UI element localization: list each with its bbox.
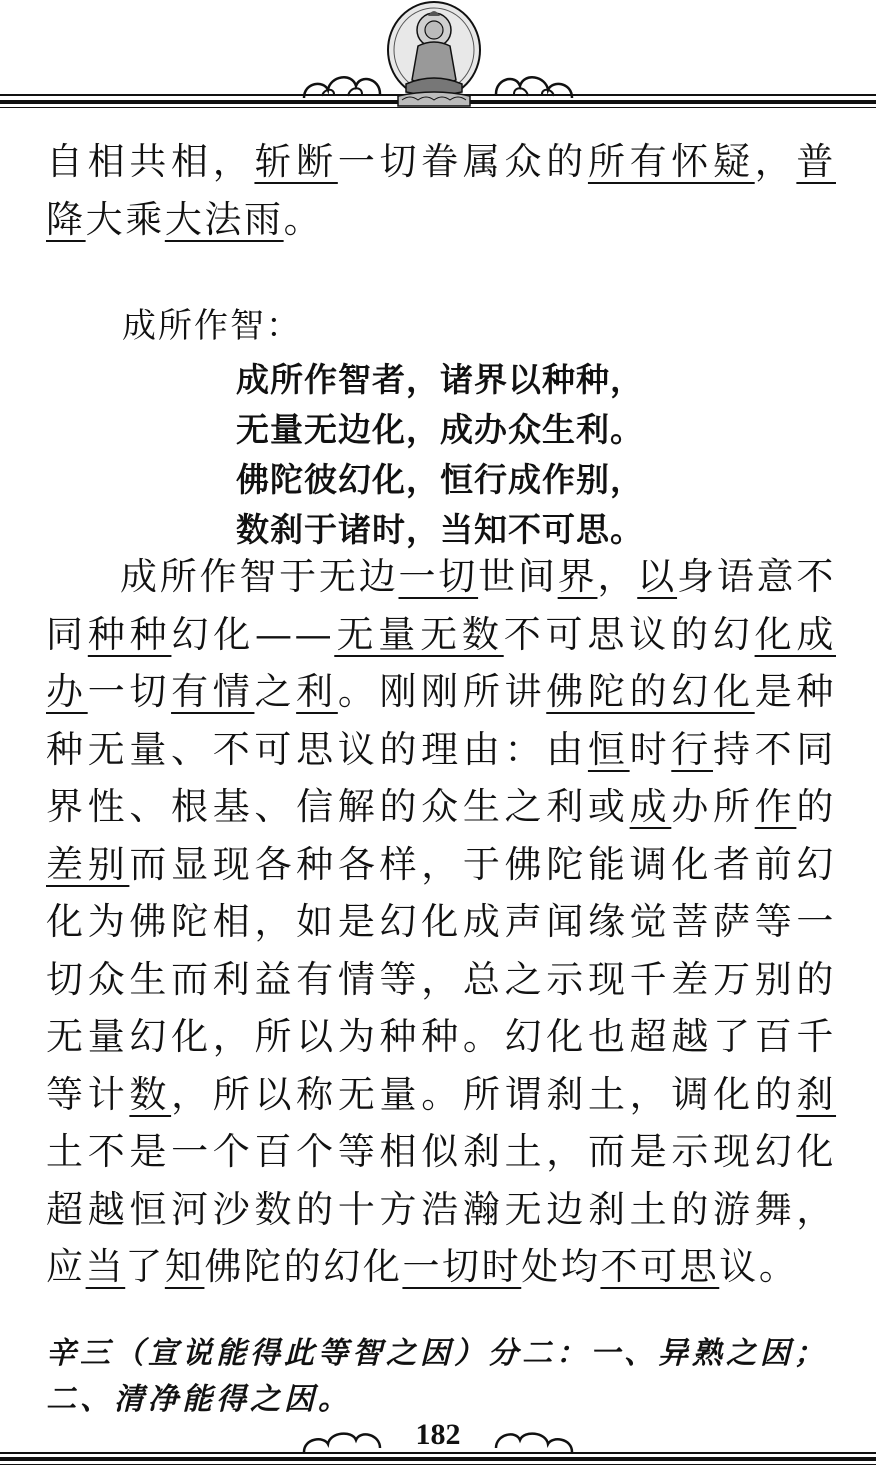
text-segment: 自相共相，	[46, 140, 255, 183]
text-segment: 是种种无量、不可思议的理由：由	[46, 670, 836, 771]
underlined-text: 所有怀疑	[587, 140, 755, 183]
cloud-ornament-left	[300, 68, 384, 102]
underlined-text: 种种	[87, 612, 172, 656]
page-number: 182	[390, 1418, 486, 1452]
text-segment: 而显现各种各样，于佛陀能调化者前幻化为佛陀相，如是幻化成声闻缘觉菩萨等一切众生而利益有情等，总之示现千差万别的无量幻化，所以为种种。幻化也超越了百千等计	[46, 842, 837, 1116]
text-segment: 佛陀的幻化	[204, 1245, 403, 1288]
text-segment: 处均	[521, 1245, 601, 1288]
text-segment: ，	[597, 555, 638, 598]
underlined-text: 无量无数	[334, 612, 504, 656]
text-segment: 之	[254, 670, 297, 713]
footer-rule	[0, 1457, 876, 1461]
text-segment: 时	[629, 727, 672, 771]
underlined-text: 以	[637, 555, 678, 598]
underlined-text: 一切	[398, 555, 479, 598]
text-segment: ，所以称无量。所谓刹土，调化的	[171, 1072, 797, 1116]
underlined-text: 知	[164, 1245, 205, 1288]
underlined-text: 不可思	[600, 1245, 720, 1288]
section-heading-line-2: 二、清净能得之因。	[46, 1382, 352, 1417]
text-segment: ，	[754, 140, 797, 183]
text-segment: 的	[796, 785, 836, 828]
footer-rule	[0, 1464, 876, 1465]
verse-line: 成所作智者，诸界以种种，	[236, 360, 644, 399]
text-segment: 议。	[719, 1245, 799, 1288]
underlined-text: 当	[85, 1245, 126, 1288]
verse-line: 数刹于诸时，当知不可思。	[236, 510, 644, 549]
underlined-text: 差别	[46, 842, 130, 886]
footer-rule	[0, 1452, 876, 1454]
underlined-text: 成	[629, 785, 672, 828]
underlined-text: 斩断	[254, 140, 338, 183]
underlined-text: 普降	[46, 140, 836, 241]
paragraph-1	[46, 133, 836, 248]
text-segment: 不可思议的幻	[503, 612, 755, 656]
text-segment: 土不是一个百个等相似刹土，而是示现幻化超越恒河沙数的十方浩瀚无边刹土的游舞，应	[46, 1130, 836, 1288]
text-segment: 了	[125, 1245, 165, 1288]
underlined-text: 化成办	[46, 612, 836, 713]
text-segment: 世间	[478, 555, 558, 598]
text-segment: 身语意不同	[46, 555, 837, 656]
underlined-text: 一切时	[402, 1245, 522, 1288]
buddha-icon	[384, 0, 484, 108]
text-segment: 成所作智于无边	[120, 555, 399, 598]
underlined-text: 界	[557, 555, 598, 598]
text-segment: 。刚刚所讲	[337, 670, 547, 713]
paragraph-2	[46, 548, 836, 1296]
verse-line: 佛陀彼幻化，恒行成作别，	[236, 460, 644, 499]
underlined-text: 恒	[587, 727, 630, 771]
verse-line: 无量无边化，成办众生利。	[236, 410, 644, 449]
cloud-ornament-right	[492, 68, 576, 102]
underlined-text: 佛陀的幻化	[546, 670, 755, 713]
text-segment: 大乘	[85, 197, 165, 241]
text-segment: 一切眷属众的	[337, 140, 588, 183]
underlined-text: 刹	[796, 1072, 837, 1116]
underlined-text: 利	[296, 670, 338, 713]
text-segment: 一切	[87, 670, 172, 713]
underlined-text: 作	[754, 785, 797, 828]
cloud-ornament-left	[300, 1426, 384, 1454]
underlined-text: 有情	[171, 670, 255, 713]
underlined-text: 大法雨	[164, 197, 284, 241]
cloud-ornament-right	[492, 1426, 576, 1454]
text-segment: 。	[283, 197, 324, 241]
underlined-text: 行	[671, 727, 713, 771]
text-segment: 幻化——	[171, 612, 335, 656]
section-heading-line-1: 辛三（宣说能得此等智之因）分二：一、异熟之因；	[46, 1336, 828, 1371]
underlined-text: 数	[129, 1072, 172, 1116]
section-title: 成所作智：	[122, 306, 302, 346]
text-segment: 持不同界性、根基、信解的众生之利或	[46, 727, 836, 828]
text-segment: 办所	[671, 785, 755, 828]
